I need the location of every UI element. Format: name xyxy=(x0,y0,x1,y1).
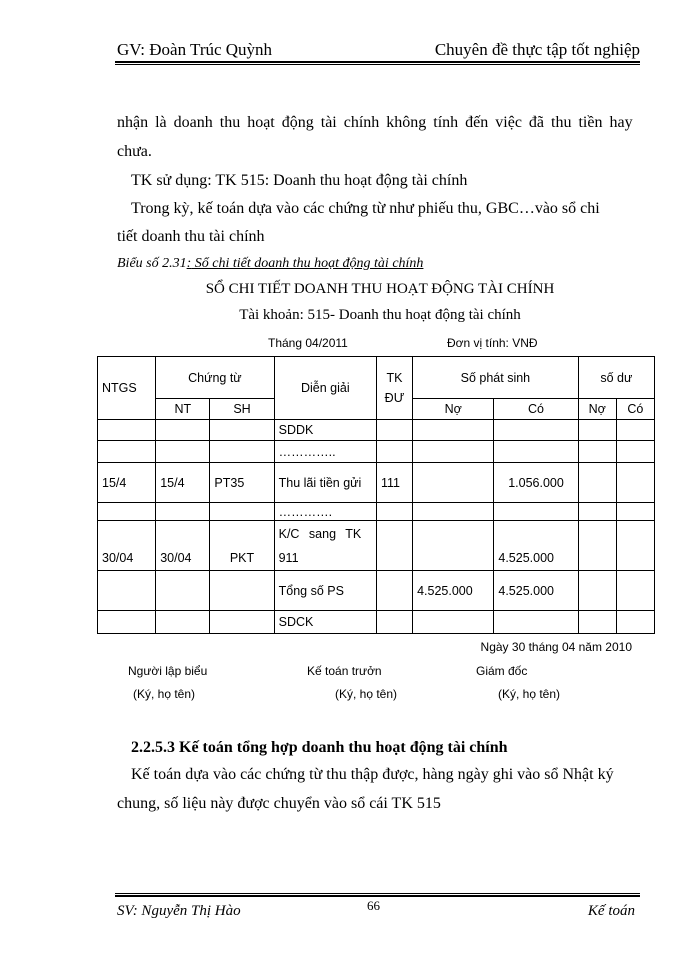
sign-note-1: (Ký, họ tên) xyxy=(133,687,196,701)
footer-left: SV: Nguyễn Thị Hào xyxy=(117,903,241,919)
ledger-date: Ngày 30 tháng 04 năm 2010 xyxy=(480,640,632,654)
signer-chief-accountant: Kế toán trưởn xyxy=(307,664,382,678)
col-dien-giai: Diễn giải xyxy=(274,357,376,420)
cell-total-label: Tổng số PS xyxy=(274,571,376,611)
col-chung-tu: Chứng từ xyxy=(156,357,274,399)
header-right: Chuyên đề thực tập tốt nghiệp xyxy=(434,40,640,59)
row-sdck xyxy=(98,611,655,634)
caption-label: Biểu số 2.31 xyxy=(117,256,187,271)
ledger-table xyxy=(97,356,655,634)
page-number: 66 xyxy=(367,898,380,913)
caption-text: Sổ chi tiết doanh thu hoạt động tài chính xyxy=(191,256,424,271)
row-sddk xyxy=(98,420,655,441)
col-du-no: Nợ xyxy=(578,399,616,420)
col-so-du: số dư xyxy=(578,357,654,399)
signer-director: Giám đốc xyxy=(476,664,528,678)
footer-rule xyxy=(115,895,640,897)
body-line-1: nhận là doanh thu hoạt động tài chính không tính đến việc đã thu tiền hay xyxy=(117,114,633,131)
ledger-subtitle: Tài khoản: 515- Doanh thu hoạt động tài chính xyxy=(239,307,521,323)
col-ntgs: NTGS xyxy=(98,357,156,420)
header-row-1 xyxy=(98,357,655,399)
row-total xyxy=(98,571,655,611)
section-para-2: chung, số liệu này được chuyển vào sổ cái TK 515 xyxy=(117,795,441,812)
col-tk-du: TK ĐƯ xyxy=(376,357,412,420)
footer-right: Kế toán xyxy=(587,903,635,919)
row-dots-2 xyxy=(98,503,655,521)
signer-preparer: Người lập biểu xyxy=(128,664,208,678)
cell-kc: K/C sang TK 911 xyxy=(274,521,376,571)
body-line-3: TK sử dụng: TK 515: Doanh thu hoạt động tài chính xyxy=(131,172,468,189)
sign-note-2: (Ký, họ tên) xyxy=(335,687,398,701)
cell-total-no: 4.525.000 xyxy=(413,571,494,611)
header-rule-thin xyxy=(115,64,640,65)
ledger-title: SỔ CHI TIẾT DOANH THU HOẠT ĐỘNG TÀI CHÍNH xyxy=(205,281,555,297)
cell-sdck: SDCK xyxy=(274,611,376,634)
col-du-co: Có xyxy=(616,399,654,420)
footer-rule-thin xyxy=(115,893,640,894)
table-row: 15/4 15/4 PT35 Thu lãi tiền gửi 111 1.056.000 xyxy=(98,463,655,503)
table-row: 30/04 30/04 PKT K/C sang TK 911 4.525.000 xyxy=(98,521,655,571)
body-line-4: Trong kỳ, kế toán dựa vào các chứng từ như phiếu thu, GBC…vào sổ chi xyxy=(131,200,600,217)
col-so-phat-sinh: Số phát sinh xyxy=(413,357,579,399)
body-line-5: tiết doanh thu tài chính xyxy=(117,228,265,245)
row-dots-1 xyxy=(98,441,655,463)
col-sh: SH xyxy=(210,399,274,420)
col-no: Nợ xyxy=(413,399,494,420)
caption-sep: : xyxy=(186,256,192,271)
figure-caption xyxy=(117,256,423,272)
cell-dots-2: …………. xyxy=(274,503,376,521)
cell-total-co: 4.525.000 xyxy=(494,571,578,611)
header-left: GV: Đoàn Trúc Quỳnh xyxy=(117,40,273,59)
sign-note-3: (Ký, họ tên) xyxy=(498,687,561,701)
body-line-2: chưa. xyxy=(117,143,152,160)
section-para-1: Kế toán dựa vào các chứng từ thu thập được, hàng ngày ghi vào sổ Nhật ký xyxy=(131,766,614,783)
col-co: Có xyxy=(494,399,578,420)
section-heading: 2.2.5.3 Kế toán tổng hợp doanh thu hoạt động tài chính xyxy=(131,739,508,756)
cell-dots-1: ………….. xyxy=(274,441,376,463)
col-nt: NT xyxy=(156,399,210,420)
cell-sddk: SDDK xyxy=(274,420,376,441)
ledger-unit: Đơn vị tính: VNĐ xyxy=(447,336,538,350)
header-rule xyxy=(115,61,640,63)
ledger-month: Tháng 04/2011 xyxy=(268,336,348,350)
